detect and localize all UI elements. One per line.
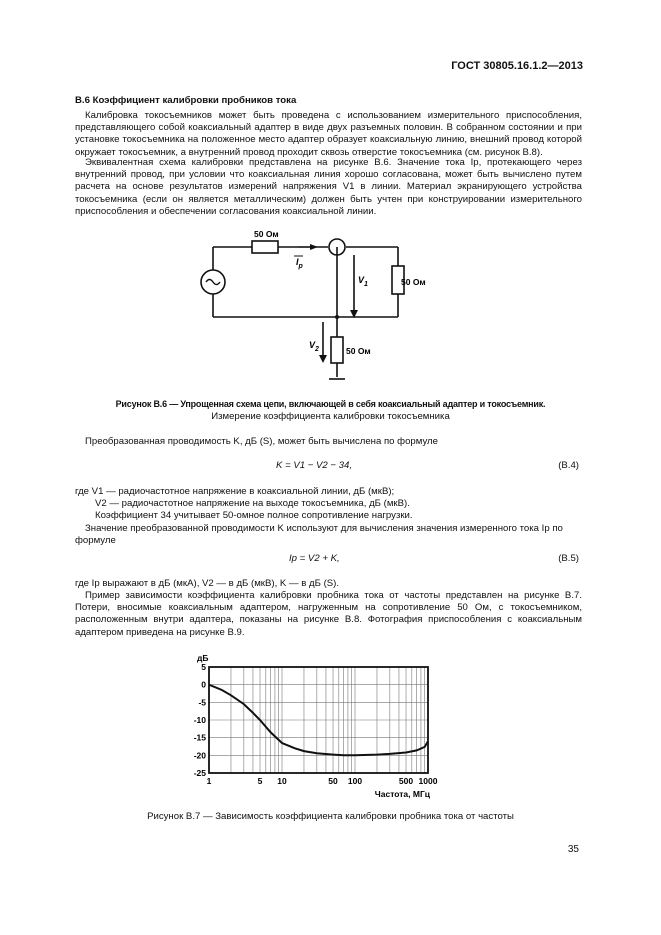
figure-6-caption-line-2: Измерение коэффициента калибровки токосъемника [211, 411, 450, 422]
figure-7-caption: Рисунок В.7 — Зависимость коэффициента калибровки пробника тока от частоты [147, 811, 514, 822]
equation-b5-number: (B.5) [558, 553, 579, 564]
units-note: где Ip выражают в дБ (мкА), V2 — в дБ (мкВ), K — в дБ (S). [75, 578, 340, 589]
calibration-chart [180, 645, 450, 800]
x-axis-label: Частота, МГц [374, 789, 430, 799]
equation-b4-number: (B.4) [558, 460, 579, 471]
x-tick-label: 50 [328, 776, 338, 786]
x-tick-label: 100 [347, 776, 363, 786]
paragraph-4-end: формуле [75, 535, 116, 546]
equation-b4: K = V1 − V2 − 34, [276, 460, 353, 471]
y-tick-label: 5 [201, 662, 206, 672]
x-tick-label: 10 [277, 776, 287, 786]
document-header: ГОСТ 30805.16.1.2—2013 [451, 60, 583, 72]
resistor-label-2: 50 Ом [401, 277, 426, 287]
definition-coefficient: Коэффициент 34 учитывает 50-омное полное сопротивление нагрузки. [95, 510, 413, 521]
x-tick-label: 1 [206, 776, 212, 786]
y-tick-label: -5 [198, 697, 206, 708]
y-tick-label: -25 [193, 768, 206, 778]
paragraph-5: Пример зависимости коэффициента калибровки пробника тока от частоты представлен на рисунке В.7. Потери, вносимые коаксиальным адаптером, нагруженным на сопротивление 50 Ом, с токосъемником, расположенным внутри адаптера, показаны на рисунке В.8. Фотография приспособления с коаксиальным адаптером приведена на рисунке В.9. [75, 590, 582, 638]
y-tick-label: -15 [193, 732, 206, 743]
definition-v1: где V1 — радиочастотное напряжение в коаксиальной линии, дБ (мкВ); [75, 486, 395, 497]
current-label: $I_p$ [296, 257, 303, 270]
x-tick-label: 500 [398, 776, 414, 786]
resistor-label-3: 50 Ом [346, 346, 371, 356]
figure-6-caption-line-1: Рисунок В.6 — Упрощенная схема цепи, включающей в себя коаксиальный адаптер и токосъемник. [115, 399, 546, 409]
x-tick-label: 5 [257, 776, 263, 786]
paragraph-2: Эквивалентная схема калибровки представлена на рисунке В.6. Значение тока Ip, протекающего через внутренний провод, при условии что коаксиальная линия хорошо согласована, может быть вычислено путем расчета на основе результатов измерений напряжения V1 в линии. Материал экранирующего устройства токосъемника (если он является металлическим) должен быть учтен при конструировании измерительного приспособления и обеспечении согласования коаксиальной линии. [75, 157, 582, 217]
voltage-v1-label: $V_1$ [358, 275, 368, 288]
equation-b5: Ip = V2 + K, [289, 553, 340, 564]
section-title: В.6 Коэффициент калибровки пробников тока [75, 95, 297, 106]
x-tick-label: 1000 [418, 776, 438, 786]
y-tick-label: -20 [193, 750, 206, 761]
paragraph-1: Калибровка токосъемников может быть проведена с использованием измерительного приспособления, представляющего собой коаксиальный адаптер в виде двух разъемных половин. В собранном состоянии и при установке токосъемника на положенное место адаптер образует коаксиальную линию, внешний провод которой окружает токосъемник, а внутренний провод проходит сквозь отверстие токосъемника (см. рисунок В.8). [75, 110, 582, 158]
y-tick-label: -10 [193, 715, 206, 725]
resistor-label-1: 50 Ом [254, 229, 279, 239]
definition-v2: V2 — радиочастотное напряжение на выходе токосъемника, дБ (мкВ). [95, 498, 410, 509]
paragraph-4: Значение преобразованной проводимости K используют для вычисления значения измеренного тока Ip по [85, 523, 563, 534]
page-number: 35 [567, 844, 579, 855]
y-tick-label: 0 [201, 679, 206, 690]
voltage-v2-label: $V_2$ [309, 340, 319, 353]
y-axis-label: дБ [197, 653, 209, 663]
paragraph-3: Преобразованная проводимость K, дБ (S), может быть вычислена по формуле [85, 436, 438, 447]
circuit-diagram [190, 225, 440, 385]
